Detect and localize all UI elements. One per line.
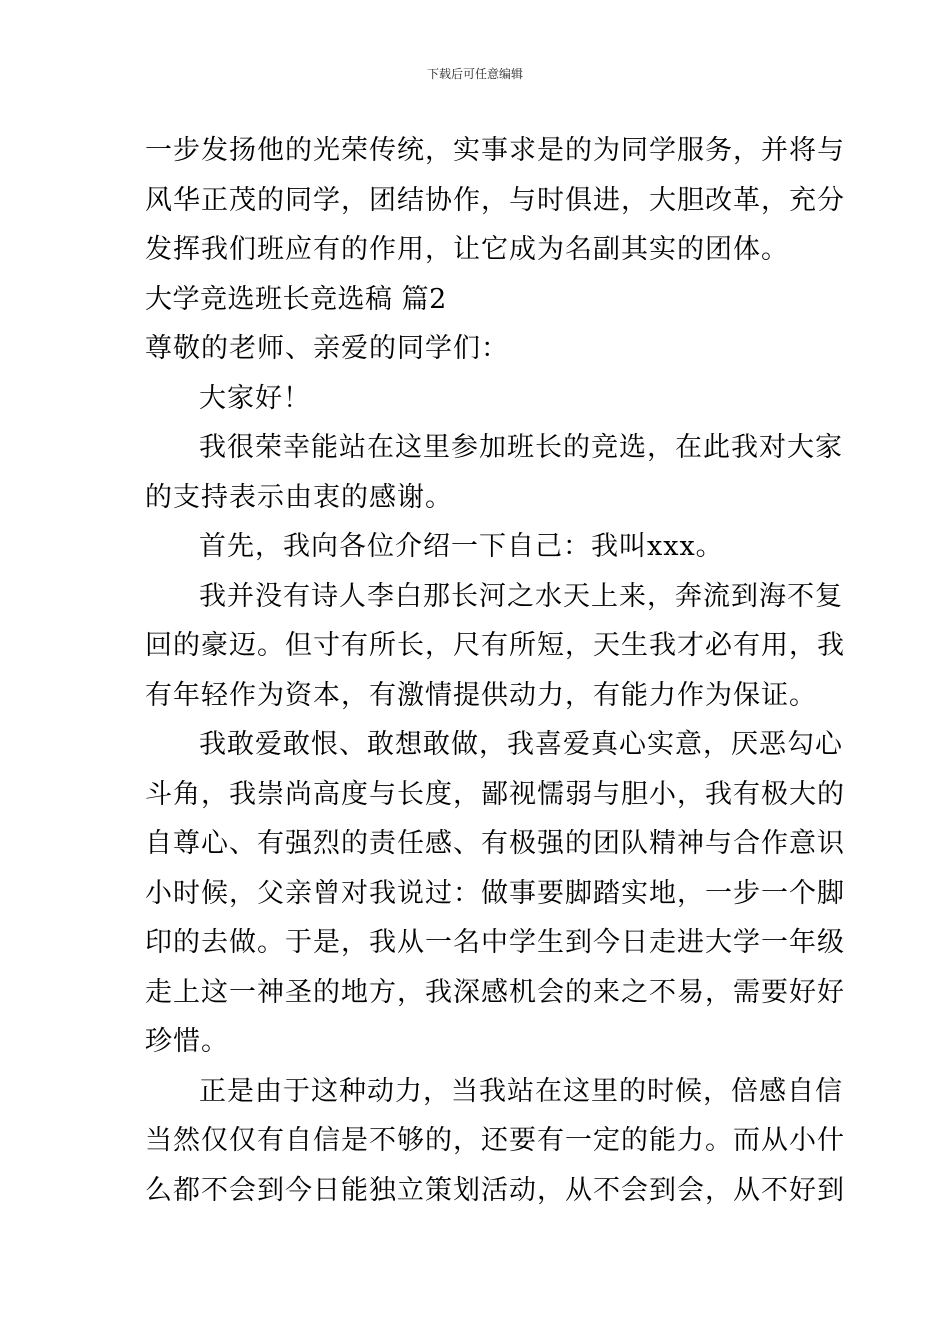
text-line: 一步发扬他的光荣传统，实事求是的为同学服务，并将与	[145, 135, 845, 166]
text-line: 正是由于这种动力，当我站在这里的时候，倍感自信	[199, 1075, 843, 1107]
text-line: 回的豪迈。但寸有所长，尺有所短，天生我才必有用，我	[145, 630, 845, 661]
text-line: 首先，我向各位介绍一下自己：我叫xxx。	[199, 531, 724, 562]
text-line: 走上这一神圣的地方，我深感机会的来之不易，需要好好	[145, 976, 845, 1008]
text-line: 我敢爱敢恨、敢想敢做，我喜爱真心实意，厌恶勾心	[199, 729, 843, 760]
text-line: 我并没有诗人李白那长河之水天上来，奔流到海不复	[199, 580, 843, 612]
text-line: 斗角，我崇尚高度与长度，鄙视懦弱与胆小，我有极大的	[145, 778, 845, 810]
salutation: 尊敬的老师、亲爱的同学们：	[145, 333, 509, 364]
text-line: 发挥我们班应有的作用，让它成为名副其实的团体。	[145, 234, 789, 265]
section-heading: 大学竞选班长竞选稿 篇2	[145, 283, 447, 315]
text-line: 风华正茂的同学，团结协作，与时俱进，大胆改革，充分	[145, 184, 845, 216]
page-header: 下载后可任意编辑	[426, 67, 523, 81]
text-line: 有年轻作为资本，有激情提供动力，有能力作为保证。	[145, 679, 817, 711]
text-line: 么都不会到今日能独立策划活动，从不会到会，从不好到	[145, 1174, 845, 1206]
text-line: 珍惜。	[145, 1026, 229, 1057]
text-line: 我很荣幸能站在这里参加班长的竞选，在此我对大家	[199, 432, 843, 463]
text-line: 当然仅仅有自信是不够的，还要有一定的能力。而从小什	[145, 1125, 845, 1156]
text-line: 的支持表示由衷的感谢。	[145, 481, 453, 513]
text-line: 印的去做。于是，我从一名中学生到今日走进大学一年级	[145, 927, 845, 958]
text-line: 小时候，父亲曾对我说过：做事要脚踏实地，一步一个脚	[145, 877, 845, 909]
document-body	[145, 126, 845, 1215]
text-line: 自尊心、有强烈的责任感、有极强的团队精神与合作意识	[145, 828, 845, 859]
greeting: 大家好！	[199, 382, 311, 414]
